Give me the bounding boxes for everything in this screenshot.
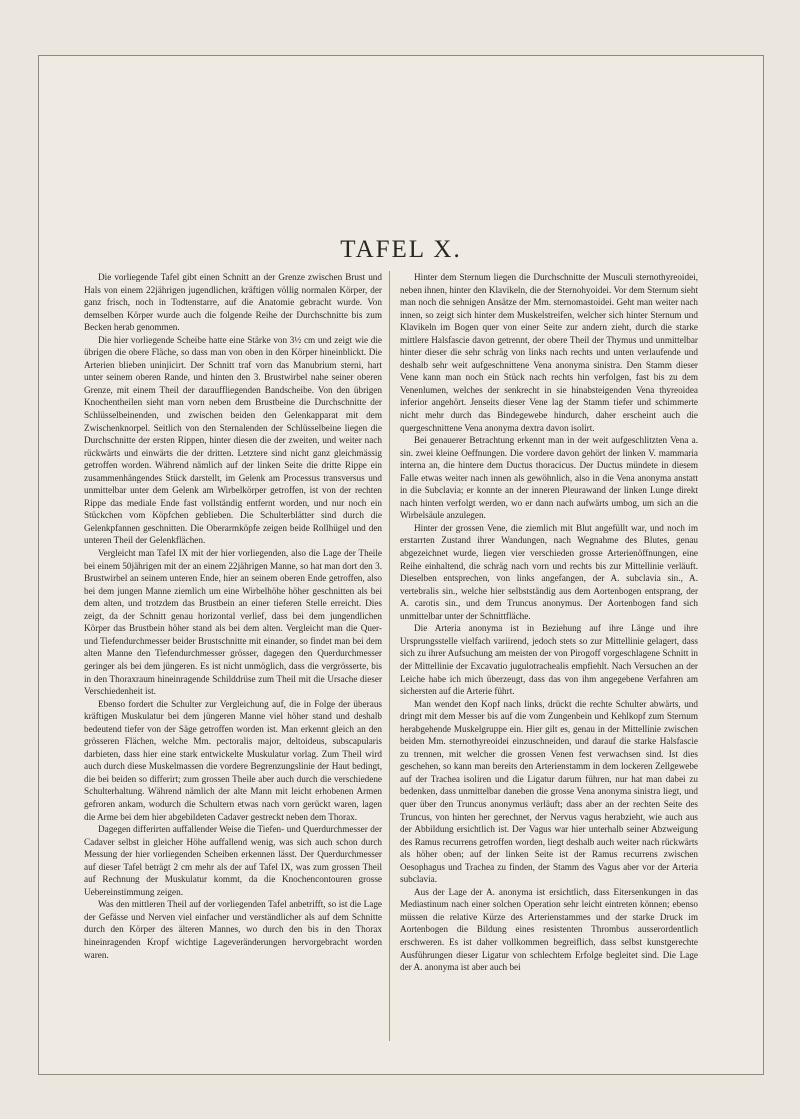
page-title: TAFEL X.	[340, 236, 462, 263]
paragraph: Vergleicht man Tafel IX mit der hier vorliegenden, also die Lage der Theile bei einem 50jährigen mit der an einem 22jährigen Manne, so hat man dort den 3. Brustwirbel an seinem unteren Ende, hier an seinem oberen Ende getroffen, also bei dem jungen Manne ziemlich um eine Wirbelhöhe höher geschnitten als bei dem alten, und trotzdem das Brustbein an einer tieferen Stelle erreicht. Dies zeigt, da der Schnitt genau horizontal verlief, dass bei dem jungendlichen Körper das Brustbein höher stand als bei dem alten. Vergleicht man die Quer- und Tiefendurchmesser beider Brustschnitte mit einander, so findet man bei dem alten Manne den Tiefendurchmesser grösser, dagegen den Querdurchmesser geringer als bei dem jüngeren. Es ist nicht unmöglich, dass die vergrösserte, bis in den Thoraxraum hineinragende Schilddrüse zum Theil mit die Ursache dieser Verschiedenheit ist.	[84, 548, 382, 697]
right-column	[400, 271, 698, 974]
paragraph: Aus der Lage der A. anonyma ist ersichtlich, dass Eitersenkungen in das Mediastinum nach einer solchen Operation sehr leicht eintreten können; ebenso müssen die relative Kürze des Arterienstammes und der starke Druck im Aortenbogen die Bildung eines resistenten Thrombus ausserordentlich erschweren. Es ist daher vollkommen begreiflich, dass selbst kunstgerechte Ausführungen dieser Ligatur von schlechtem Erfolge begleitet sind. Die Lage der A. anonyma ist aber auch bei	[400, 886, 698, 973]
paragraph: Dagegen differirten auffallender Weise die Tiefen- und Querdurchmesser der Cadaver selbst in gleicher Höhe auffallend wenig, was sich auch schon durch Messung der hier vorliegenden Scheiben erkennen lässt. Der Querdurchmesser auf dieser Tafel beträgt 2 cm mehr als der auf Tafel IX, was zum grossen Theil auf Rechnung der Muskulatur kommt, da die Knochencontouren grosse Uebereinstimmung zeigen.	[84, 824, 382, 897]
paragraph: Hinter dem Sternum liegen die Durchschnitte der Musculi sternothyreoidei, neben ihnen, hinter den Klavikeln, die der Sternohyoidei. Vor dem Sternum sieht man noch die sehnigen Ansätze der Mm. sternomastoidei. Geht man weiter nach innen, so zeigt sich hinter dem Muskelstreifen, welcher sich hinter Sternum und Klavikeln im Bogen quer von einer Seite zur andern zieht, durch die starke mittlere Halsfascie davon getrennt, der obere Theil der Thymus und unmittelbar hinter dieser die sehr schräg von links nach rechts und unten verlaufende und deshalb sehr weit aufgeschnittene Vena anonyma sinistra. Den Stamm dieser Vene kann man noch ein Stück nach rechts hin verfolgen, fast bis zu dem Venenlumen, welches der senkrecht in sie hinabsteigenden Vena thyreoidea inferior angehört. Jenseits dieser Vene lag der Stamm tiefer und schimmerte nicht mehr durch das Bindegewebe hindurch, daher erscheint auch die quergeschnittene Vena anonyma dextra davon isolirt.	[400, 272, 698, 433]
paragraph: Was den mittleren Theil auf der vorliegenden Tafel anbetrifft, so ist die Lage der Gefässe und Nerven viel einfacher und verständlicher als auf dem Schnitte durch den Körper des älteren Mannes, wo durch den bis in den Thorax hineinragenden Kropf wichtige Lageveränderungen hervorgebracht worden waren.	[84, 899, 382, 960]
paragraph: Bei genauerer Betrachtung erkennt man in der weit aufgeschlitzten Vena a. sin. zwei kleine Oeffnungen. Die vordere davon gehört der linken V. mammaria interna an, die hintere dem Ductus thoracicus. Der Ductus mündete in diesem Falle etwas weiter nach innen als gewöhnlich, also in die Vena anonyma anstatt in die Subclavia; er konnte an der inneren Pleurawand der linken Lunge direkt nach hinten verfolgt werden, wo er dann nach aufwärts umbog, um sich an die Wirbelsäule anzulegen.	[400, 435, 698, 521]
paragraph: Man wendet den Kopf nach links, drückt die rechte Schulter abwärts, und dringt mit dem Messer bis auf die vom Zungenbein und Kehlkopf zum Sternum herabgehende Muskelgruppe ein. Hier gilt es, genau in der Mittellinie zwischen beiden Mm. sternothyreoidei einzuschneiden, und darauf die starke Halsfascie zu trennen, mit welcher die grossen Venen fest verwachsen sind. Ist dies geschehen, so kann man bereits den Arterienstamm in dem lockeren Zellgewebe auf der Trachea isoliren und die Ligatur darum führen, nur hat man dabei zu bedenken, dass unmittelbar daneben die grosse Vena anonyma sinistra liegt, und quer über den Truncus anonymus verläuft; dass aber an der rechten Seite des Truncus, von hinten her gerechnet, der Nervus vagus herabzieht, wie auch aus der Abbildung ersichtlich ist. Der Vagus war hier unterhalb seiner Abzweigung des Ramus recurrens getroffen worden, liegt deshalb auch weiter nach rückwärts als höher oben; auf der linken Seite ist der Ramus recurrens zwischen Oesophagus und Trachea zu finden, der Stamm des Vagus aber vor der Arteria subclavia.	[400, 698, 698, 885]
paragraph: Ebenso fordert die Schulter zur Vergleichung auf, die in Folge der überaus kräftigen Muskulatur bei dem jüngeren Manne viel höher stand und deshalb bedeutend tiefer von der Säge getroffen worden ist. Man erkennt gleich an den grösseren Flächen, welche Mm. pectoralis major, deltoideus, subscapularis darbieten, dass hier eine stark entwickelte Muskulatur vorlag. Zum Theil wird auch durch diese Muskelmassen die vordere Begrenzungslinie der Haut bedingt, die bei beiden so differirt; zum grossen Theile aber auch durch die verschiedene Schulterhaltung. Während nämlich der alte Mann mit leicht erhobenen Armen gefroren ankam, wodurch die Schultern etwas nach vorn gerückt waren, lagen die Arme bei dem hier abgebildeten Cadaver gestreckt neben dem Thorax.	[84, 698, 382, 822]
paragraph: Die vorliegende Tafel gibt einen Schnitt an der Grenze zwischen Brust und Hals von einem 22jährigen jugendlichen, kräftigen völlig normalen Körper, der ganz frisch, noch in Todtenstarre, auf die Anatomie gebracht wurde. Von demselben Körper wurde auch die folgende Reihe der Durchschnitte bis zum Becken herab genommen.	[84, 272, 382, 333]
column-divider	[389, 271, 390, 1041]
paragraph: Hinter der grossen Vene, die ziemlich mit Blut angefüllt war, und noch im erstarrten Zustand ihrer Wandungen, nach Wegnahme des Blutes, genau abgezeichnet wurde, liegen vier verschieden grosse Arterienöffnungen, eine Reihe einhaltend, die schräg nach vorn und rechts bis zur Mittellinie verläuft. Dieselben entsprechen, von links angefangen, der A. subclavia sin., A. vertebralis sin., welche hier selbstständig aus dem Aortenbogen entsprang, der A. carotis sin., und dem Truncus anonymus. Der Aortenbogen fand sich unmittelbar unter der Schnittfläche.	[400, 522, 698, 621]
paragraph: Die Arteria anonyma ist in Beziehung auf ihre Länge und ihre Ursprungsstelle vielfach variirend, jedoch stets so zur Mittellinie gelagert, dass sich zu ihrer Aufsuchung am meisten der von Pirogoff vorgeschlagene Schnitt in der Mittellinie der Excavatio jugulotrachealis empfiehlt. Nach Versuchen an der Leiche habe ich mich überzeugt, dass das von ihm angegebene Verfahren am sichersten auf die Arterie führt.	[400, 623, 698, 697]
left-column	[84, 271, 382, 961]
page-frame	[38, 55, 764, 1075]
paragraph: Die hier vorliegende Scheibe hatte eine Stärke von 3½ cm und zeigt wie die übrigen die obere Fläche, so dass man von oben in den Körper hineinblickt. Die Arterien blieben uninjicirt. Der Schnitt traf vorn das Manubrium sterni, hart unter seinem oberen Rande, und hinten den 3. Brustwirbel nahe seiner oberen Grenze, mit einem Theil der darauffliegenden Bandscheibe. Von den übrigen Knochentheilen sieht man vorn neben dem Brustbeine die Durchschnitte der Schlüsselbeinenden, und zwischen beiden den Gelenkapparat mit dem Zwischenknorpel. Seitlich von den Sternalenden der Schlüsselbeine liegen die Durchschnitte der ersten Rippen, hinter diesen die der zweiten, und weiter nach rückwärts und einwärts die der dritten. Letztere sind nicht ganz gleichmässig getroffen worden. Während nämlich auf der linken Seite die dritte Rippe ein zusammenhängendes Stück darstellt, im Gelenk am Processus transversus und unmittelbar unter dem Gelenk am Wirbelkörper getroffen, ist von der rechten Rippe das mediale Ende fast vollständig entfernt worden, und nur noch ein Stückchen vom Köpfchen geblieben. Die Schulterblätter sind durch die Gelenkpfannen geschnitten. Die Oberarmköpfe zeigen beide Rollhügel und den unteren Theil der Gelenkflächen.	[84, 334, 382, 546]
